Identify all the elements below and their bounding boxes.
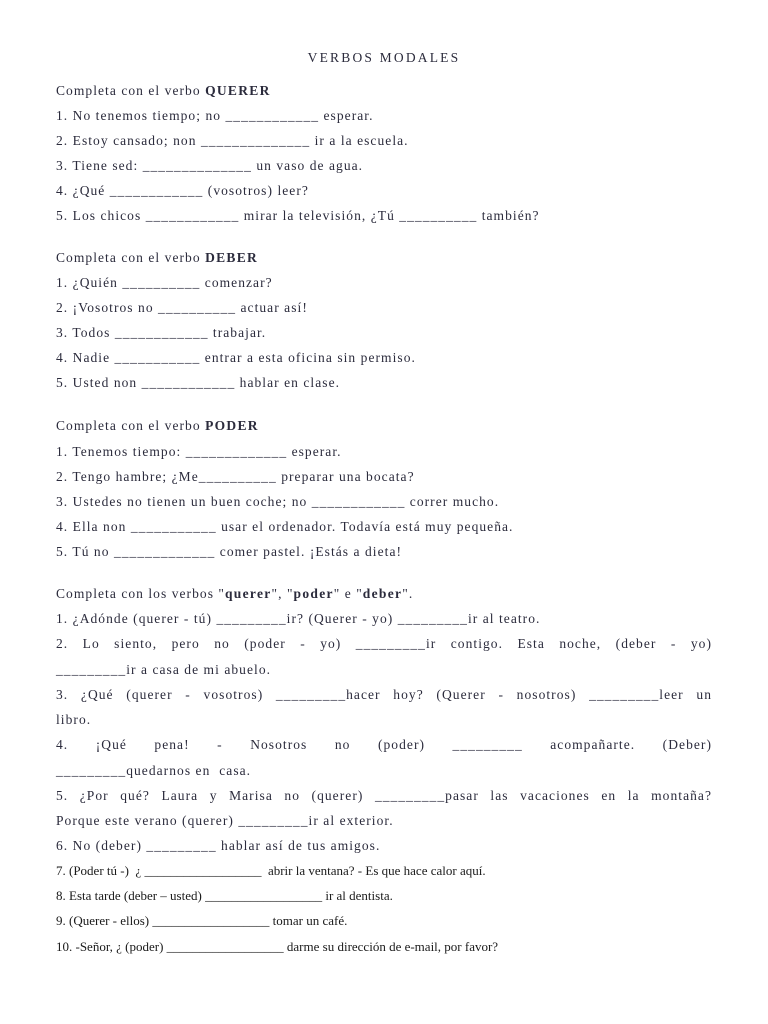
heading-verb: PODER <box>205 418 259 433</box>
heading-separator: ", " <box>271 586 294 601</box>
exercise-item: 3. Todos ____________ trabajar. <box>56 325 267 340</box>
heading-verb: deber <box>362 586 403 601</box>
exercise-item: 2. Estoy cansado; non ______________ ir a la escuela. <box>56 133 409 148</box>
exercise-line: 2. Lo siento, pero no (poder - yo) _________ir contigo. Esta noche, (deber - yo) <box>56 636 712 651</box>
page-title: VERBOS MODALES <box>307 50 461 65</box>
exercise-item: 3. Tiene sed: ______________ un vaso de agua. <box>56 158 364 173</box>
exercise-line: 4. ¡Qué pena! - Nosotros no (poder) _________ acompañarte. (Deber) <box>56 737 712 752</box>
section-heading-querer <box>56 82 271 100</box>
exercise-item: 5. Usted non ____________ hablar en clase. <box>56 375 341 390</box>
exercise-line: _________quedarnos en casa. <box>56 763 252 778</box>
exercise-item: 3. Ustedes no tienen un buen coche; no ____________ correr mucho. <box>56 494 500 509</box>
heading-verb: querer <box>225 586 272 601</box>
exercise-item: 1. ¿Quién __________ comenzar? <box>56 275 273 290</box>
exercise-item: 5. Tú no _____________ comer pastel. ¡Estás a dieta! <box>56 544 403 559</box>
exercise-item: 4. Ella non ___________ usar el ordenador. Todavía está muy pequeña. <box>56 519 514 534</box>
exercise-line: _________ir a casa de mi abuelo. <box>56 662 272 677</box>
heading-verb: QUERER <box>205 83 271 98</box>
exercise-line: 6. No (deber) _________ hablar así de tus amigos. <box>56 838 381 853</box>
heading-verb: DEBER <box>205 250 259 265</box>
exercise-item: 2. Tengo hambre; ¿Me__________ preparar una bocata? <box>56 469 415 484</box>
heading-verb: poder <box>293 586 334 601</box>
exercise-item: 5. Los chicos ____________ mirar la televisión, ¿Tú __________ también? <box>56 208 540 223</box>
exercise-line: 9. (Querer - ellos) __________________ tomar un café. <box>56 913 348 928</box>
exercise-line: 5. ¿Por qué? Laura y Marisa no (querer) _________pasar las vacaciones en la montaña? <box>56 788 712 803</box>
exercise-item: 1. No tenemos tiempo; no ____________ esperar. <box>56 108 374 123</box>
heading-prefix: Completa con el verbo <box>56 250 206 265</box>
exercise-line: libro. <box>56 712 92 727</box>
section-heading-deber <box>56 249 258 267</box>
exercise-item: 4. ¿Qué ____________ (vosotros) leer? <box>56 183 309 198</box>
exercise-item: 1. Tenemos tiempo: _____________ esperar. <box>56 444 342 459</box>
heading-suffix: ". <box>402 586 414 601</box>
exercise-item: 4. Nadie ___________ entrar a esta oficina sin permiso. <box>56 350 416 365</box>
exercise-item: 2. ¡Vosotros no __________ actuar así! <box>56 300 308 315</box>
heading-separator: " e " <box>333 586 363 601</box>
exercise-line: 3. ¿Qué (querer - vosotros) _________hacer hoy? (Querer - nosotros) _________leer un <box>56 687 712 702</box>
heading-prefix: Completa con los verbos " <box>56 586 225 601</box>
exercise-line: 7. (Poder tú -) ¿ __________________ abrir la ventana? - Es que hace calor aquí. <box>56 863 486 878</box>
heading-prefix: Completa con el verbo <box>56 418 206 433</box>
exercise-line: Porque este verano (querer) _________ir al exterior. <box>56 813 394 828</box>
section-heading-mixed <box>56 585 413 603</box>
exercise-line: 1. ¿Adónde (querer - tú) _________ir? (Querer - yo) _________ir al teatro. <box>56 611 541 626</box>
exercise-line: 10. -Señor, ¿ (poder) __________________ darme su dirección de e-mail, por favor? <box>56 939 499 954</box>
section-heading-poder <box>56 417 259 435</box>
heading-prefix: Completa con el verbo <box>56 83 206 98</box>
exercise-line: 8. Esta tarde (deber – usted) __________________ ir al dentista. <box>56 888 393 903</box>
